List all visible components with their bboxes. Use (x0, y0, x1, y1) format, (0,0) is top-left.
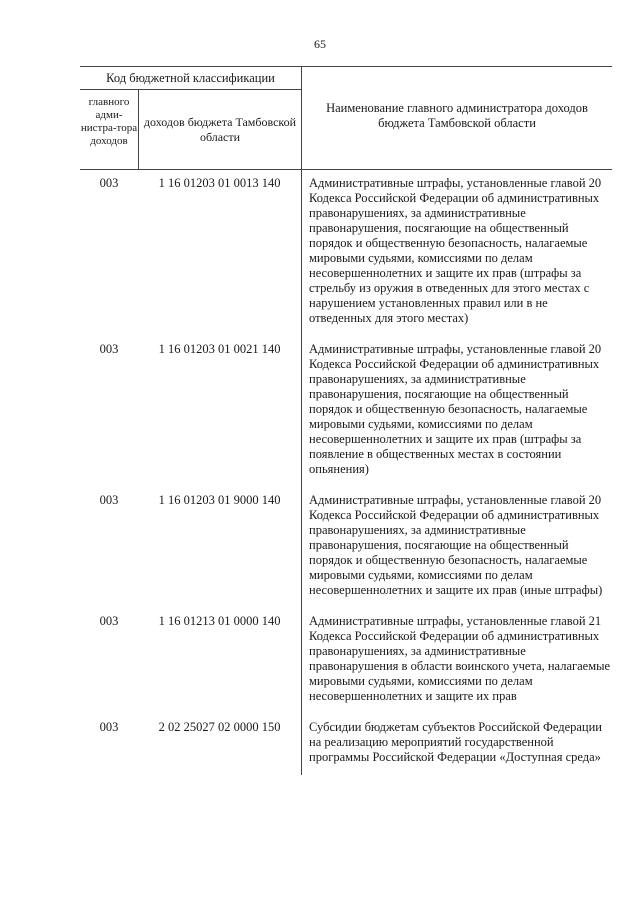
income-code-cell: 1 16 01203 01 0021 140 (158, 342, 281, 356)
income-code-cell: 2 02 25027 02 0000 150 (158, 720, 281, 734)
table-row (80, 487, 612, 608)
income-code-cell: 1 16 01203 01 0013 140 (158, 176, 281, 190)
header-income-column: доходов бюджета Тамбовской области (143, 115, 297, 144)
name-cell: Административные штрафы, установленные главой 21 Кодекса Российской Федерации об административных правонарушениях, за административные правонарушения в области воинского учета, налагаемые мировыми судьями, комиссиями по делам несовершеннолетних и защите их прав (309, 614, 611, 703)
admin-code-cell: 003 (99, 342, 119, 356)
table-row (80, 714, 612, 775)
income-code-cell: 1 16 01203 01 9000 140 (158, 493, 281, 507)
header-code-group: Код бюджетной классификации (106, 71, 275, 85)
header-admin-column: главного адми-нистра-тора доходов (80, 96, 138, 147)
table-header (80, 66, 612, 170)
name-cell: Субсидии бюджетам субъектов Российской Федерации на реализацию мероприятий государственной программы Российской Федерации «Доступная среда» (309, 720, 602, 764)
name-cell: Административные штрафы, установленные главой 20 Кодекса Российской Федерации об административных правонарушениях, за административные правонарушения, посягающие на общественный порядок и общественную безопасность, налагаемые мировыми судьями, комиссиями по делам несовершеннолетних и защите их прав (штрафы за стрельбу из оружия в отведенных для этого местах с нарушением установленных правил или в не отведенных для этого местах) (309, 176, 602, 325)
admin-code-cell: 003 (99, 720, 119, 734)
table-row (80, 336, 612, 487)
name-cell: Административные штрафы, установленные главой 20 Кодекса Российской Федерации об административных правонарушениях, за административные правонарушения, посягающие на общественный порядок и общественную безопасность, налагаемые мировыми судьями, комиссиями по делам несовершеннолетних и защите их прав (штрафы за появление в общественных местах в состоянии опьянения) (309, 342, 602, 476)
header-divider (80, 89, 301, 90)
header-name-column: Наименование главного администратора доходов бюджета Тамбовской области (326, 101, 588, 130)
table-row (80, 170, 612, 336)
admin-code-cell: 003 (99, 176, 119, 190)
income-code-cell: 1 16 01213 01 0000 140 (158, 614, 281, 628)
name-cell: Административные штрафы, установленные главой 20 Кодекса Российской Федерации об административных правонарушениях, за административные правонарушения, посягающие на общественный порядок и общественную безопасность, налагаемые мировыми судьями, комиссиями по делам несовершеннолетних и защите их прав (иные штрафы) (309, 493, 603, 597)
page-number: 65 (314, 37, 326, 51)
admin-code-cell: 003 (99, 614, 119, 628)
table-row (80, 608, 612, 714)
admin-code-cell: 003 (99, 493, 119, 507)
table-body (80, 170, 612, 775)
budget-classification-table (80, 66, 612, 775)
